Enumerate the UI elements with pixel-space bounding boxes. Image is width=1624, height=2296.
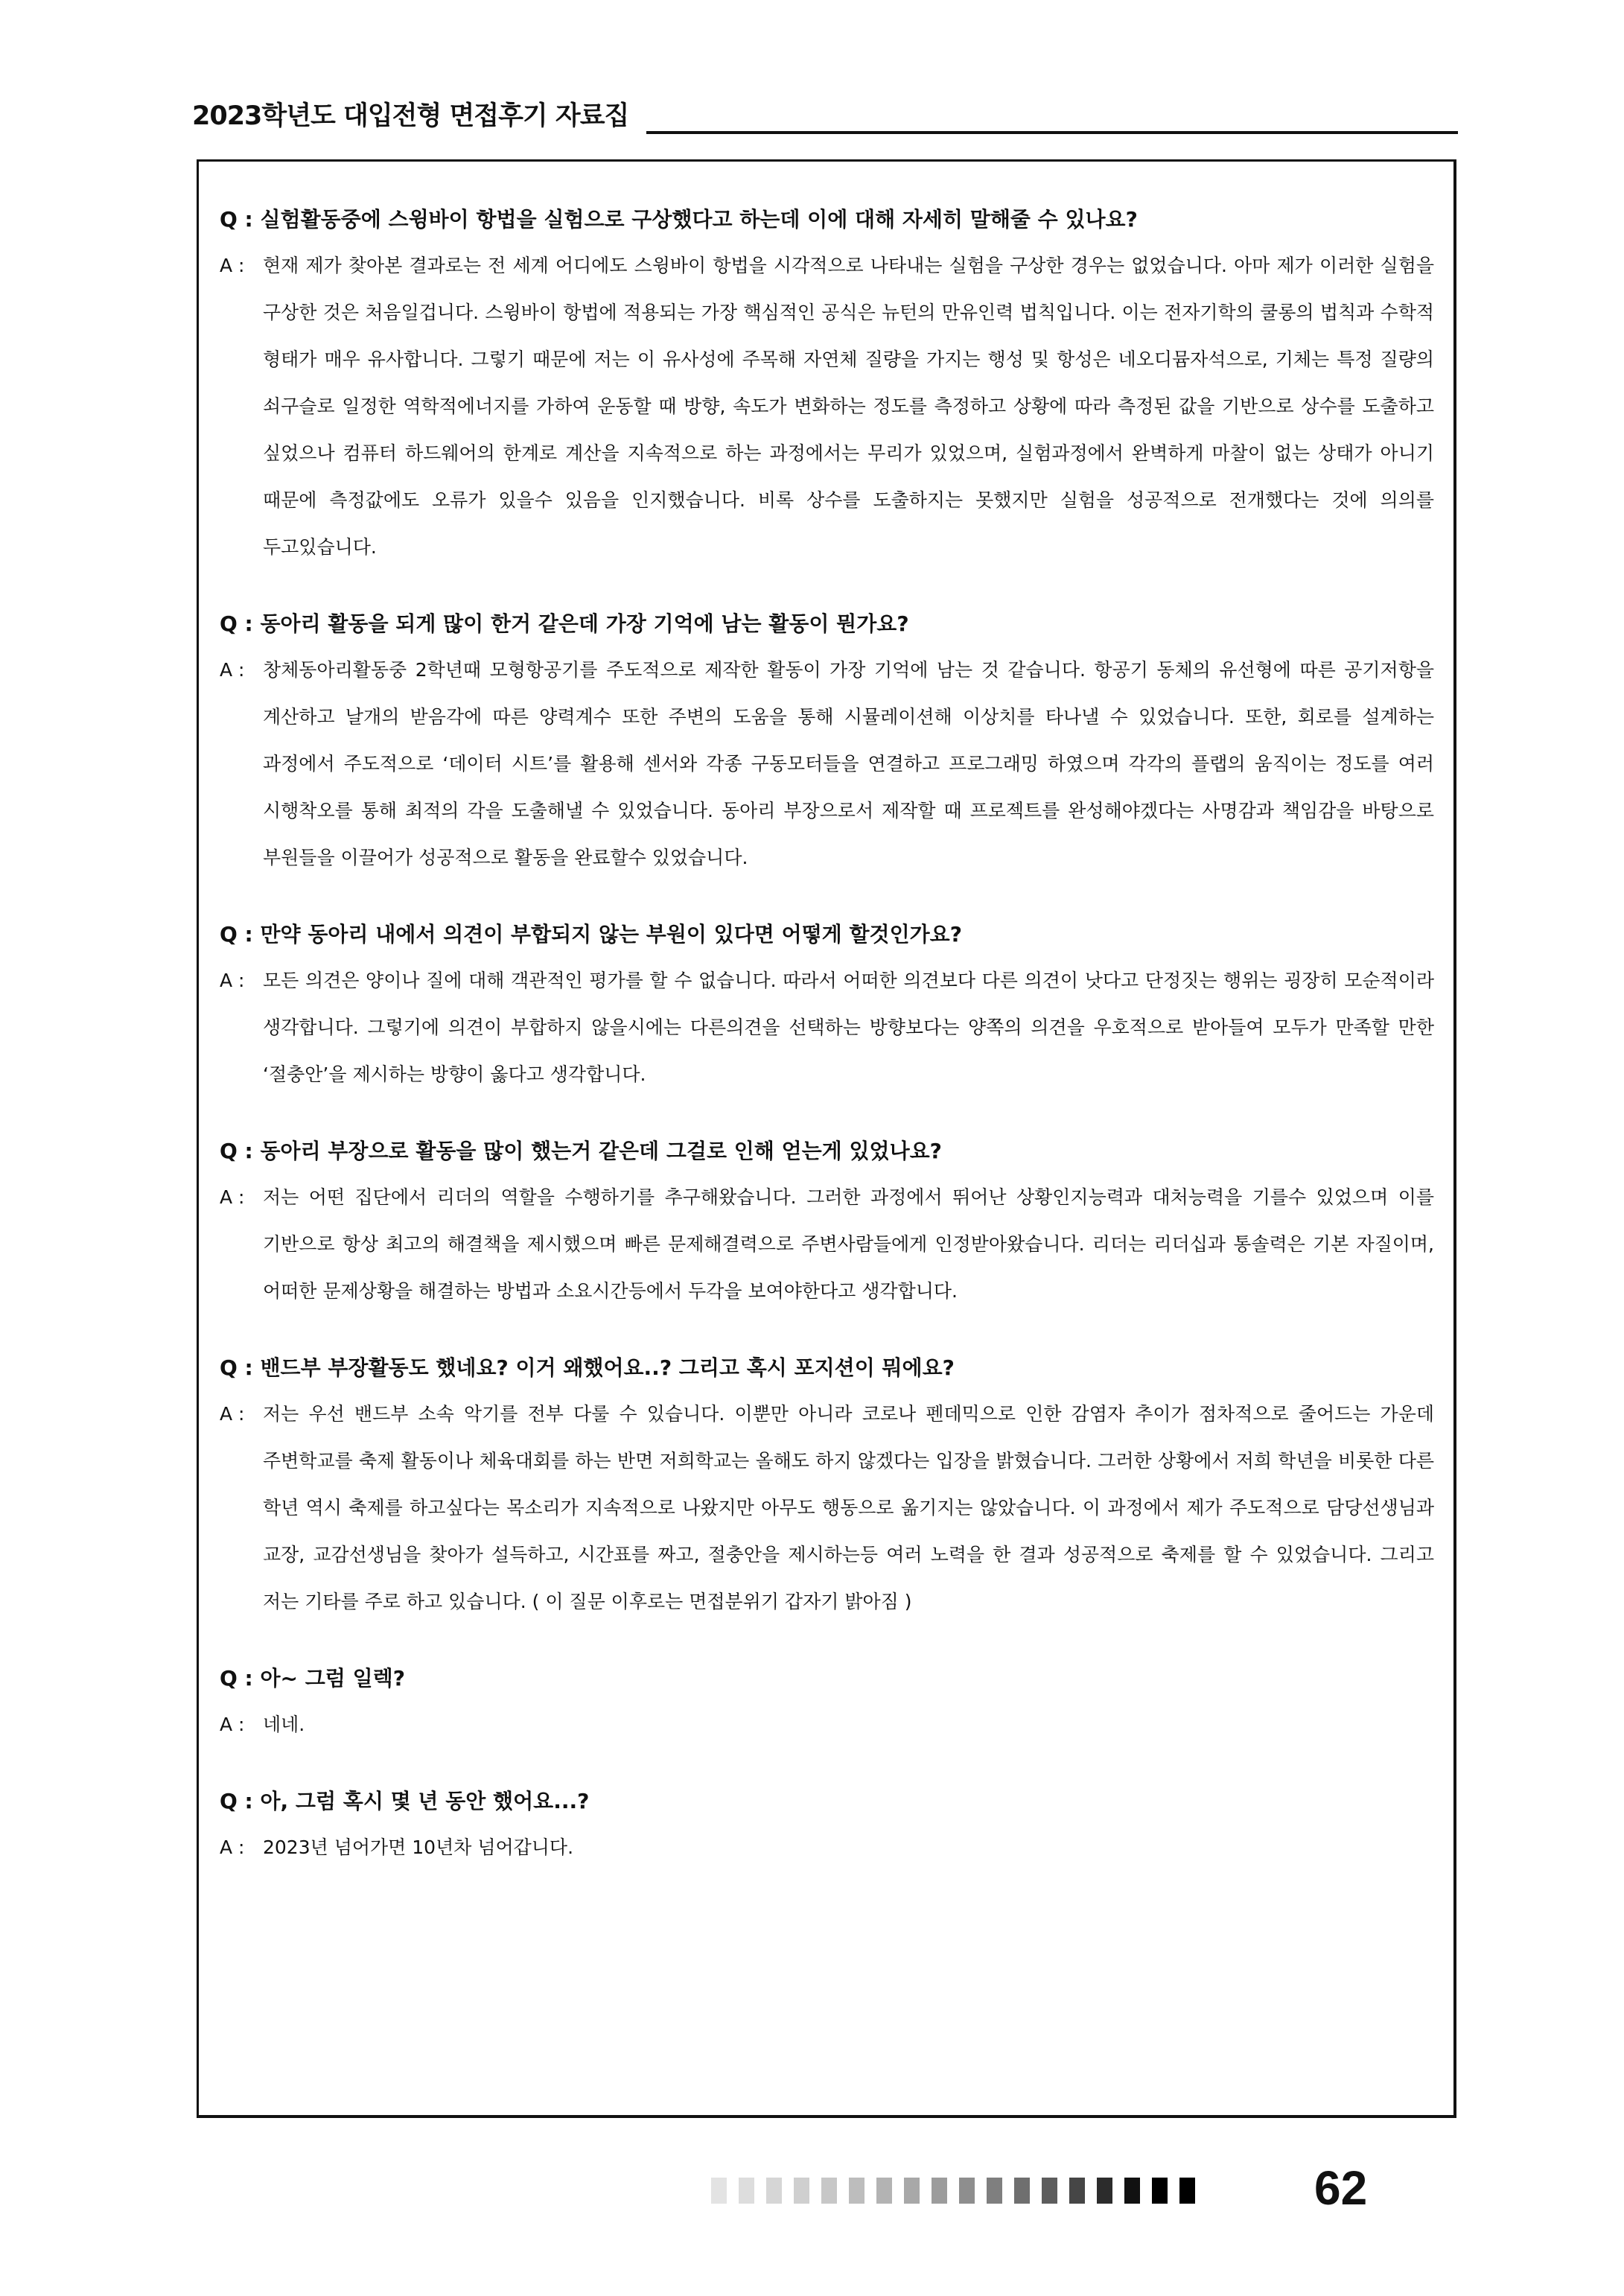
answer (220, 1701, 1434, 1748)
footer-block (1014, 2178, 1030, 2204)
answer (220, 1390, 1434, 1625)
footer-block (794, 2178, 809, 2204)
qa-item (220, 1664, 1434, 1748)
footer-block (1152, 2178, 1168, 2204)
footer-block (1097, 2178, 1112, 2204)
header-rule (646, 131, 1458, 134)
answer-prefix: A : (220, 1714, 245, 1735)
question: Q : 동아리 부장으로 활동을 많이 했는거 같은데 그걸로 인해 얻는게 있었나요? (220, 1139, 942, 1163)
answer (220, 1824, 1434, 1871)
footer-block (821, 2178, 837, 2204)
answer-text: 창체동아리활동중 2학년때 모형항공기를 주도적으로 제작한 활동이 가장 기억에 남는 것 같습니다. 항공기 동체의 유선형에 따른 공기저항을 계산하고 날개의 받음각에 따른 양력계수 또한 주변의 도움을 통해 시뮬레이션해 이상치를 타나낼 수 있었습니다. 또한, 회로를 설계하는 과정에서 주도적으로 ‘데이터 시트’를 활용해 센서와 각종 구동모터들을 연결하고 프로그래밍 하였으며 각각의 플랩의 움직이는 정도를 여러 시행착오를 통해 최적의 각을 도출해낼 수 있었습니다. 동아리 부장으로서 제작할 때 프로젝트를 완성해야겠다는 사명감과 책임감을 바탕으로 부원들을 이끌어가 성공적으로 활동을 완료할수 있었습니다. (263, 659, 1434, 868)
content-box (197, 159, 1456, 2118)
footer-block (959, 2178, 975, 2204)
question: Q : 아, 그럼 혹시 몇 년 동안 했어요...? (220, 1789, 590, 1813)
answer (220, 242, 1434, 570)
answer-text: 2023년 넘어가면 10년차 넘어갑니다. (263, 1837, 574, 1858)
page-header (192, 98, 1458, 137)
footer-block (1042, 2178, 1057, 2204)
header-title: 2023학년도 대입전형 면접후기 자료집 (192, 101, 629, 131)
answer-prefix: A : (220, 255, 245, 276)
question: Q : 동아리 활동을 되게 많이 한거 같은데 가장 기억에 남는 활동이 뭔가요? (220, 611, 909, 636)
qa-item (220, 1136, 1434, 1314)
answer-text: 저는 어떤 집단에서 리더의 역할을 수행하기를 추구해왔습니다. 그러한 과정에서 뛰어난 상황인지능력과 대처능력을 기를수 있었으며 이를 기반으로 항상 최고의 해결책을 제시했으며 빠른 문제해결력으로 주변사람들에게 인정받아왔습니다. 리더는 리더십과 통솔력은 기본 자질이며, 어떠한 문제상황을 해결하는 방법과 소요시간등에서 두각을 보여야한다고 생각합니다. (263, 1186, 1434, 1302)
page-footer (711, 2161, 1456, 2215)
answer-text: 모든 의견은 양이나 질에 대해 객관적인 평가를 할 수 없습니다. 따라서 어떠한 의견보다 다른 의견이 낫다고 단정짓는 행위는 굉장히 모순적이라 생각합니다. 그렇기에 의견이 부합하지 않을시에는 다른의견을 선택하는 방향보다는 양쪽의 의견을 우호적으로 받아들여 모두가 만족할 만한 ‘절충안’을 제시하는 방향이 옳다고 생각합니다. (263, 970, 1434, 1085)
footer-block (1124, 2178, 1140, 2204)
qa-item (220, 920, 1434, 1098)
footer-block (711, 2178, 727, 2204)
footer-block (766, 2178, 782, 2204)
footer-block (1069, 2178, 1085, 2204)
answer-text: 현재 제가 찾아본 결과로는 전 세계 어디에도 스윙바이 항법을 시각적으로 나타내는 실험을 구상한 경우는 없었습니다. 아마 제가 이러한 실험을 구상한 것은 처음일겁니다. 스윙바이 항법에 적용되는 가장 핵심적인 공식은 뉴턴의 만유인력 법칙입니다. 이는 전자기학의 쿨롱의 법칙과 수학적 형태가 매우 유사합니다. 그렇기 때문에 저는 이 유사성에 주목해 자연체 질량을 가지는 행성 및 항성은 네오디뮴자석으로, 기체는 특정 질량의 쇠구슬로 일정한 역학적에너지를 가하여 운동할 때 방향, 속도가 변화하는 정도를 측정하고 상황에 따라 측정된 값을 기반으로 상수를 도출하고 싶었으나 컴퓨터 하드웨어의 한계로 계산을 지속적으로 하는 과정에서는 무리가 있었으며, 실험과정에서 완벽하게 마찰이 없는 상태가 아니기 때문에 측정값에도 오류가 있을수 있음을 인지했습니다. 비록 상수를 도출하지는 못했지만 실험을 성공적으로 전개했다는 것에 의의를 두고있습니다. (263, 255, 1434, 558)
answer (220, 957, 1434, 1098)
qa-item (220, 609, 1434, 881)
question: Q : 실험활동중에 스윙바이 항법을 실험으로 구상했다고 하는데 이에 대해 자세히 말해줄 수 있나요? (220, 207, 1138, 232)
answer-prefix: A : (220, 659, 245, 681)
answer-prefix: A : (220, 1837, 245, 1858)
qa-item (220, 1353, 1434, 1625)
footer-block (904, 2178, 920, 2204)
footer-block-bar (711, 2178, 1195, 2204)
footer-block (739, 2178, 754, 2204)
answer (220, 1174, 1434, 1314)
answer (220, 646, 1434, 881)
answer-text: 저는 우선 밴드부 소속 악기를 전부 다룰 수 있습니다. 이뿐만 아니라 코로나 펜데믹으로 인한 감염자 추이가 점차적으로 줄어드는 가운데 주변학교를 축제 활동이나 체육대회를 하는 반면 저희학교는 올해도 하지 않겠다는 입장을 밝혔습니다. 그러한 상황에서 저희 학년을 비롯한 다른 학년 역시 축제를 하고싶다는 목소리가 지속적으로 나왔지만 아무도 행동으로 옮기지는 않았습니다. 이 과정에서 제가 주도적으로 담당선생님과 교장, 교감선생님을 찾아가 설득하고, 시간표를 짜고, 절충안을 제시하는등 여러 노력을 한 결과 성공적으로 축제를 할 수 있었습니다. 그리고 저는 기타를 주로 하고 있습니다. ( 이 질문 이후로는 면접분위기 갑자기 밝아짐 ) (263, 1403, 1434, 1612)
footer-block (932, 2178, 947, 2204)
question: Q : 밴드부 부장활동도 했네요? 이거 왜했어요..? 그리고 혹시 포지션이 뭐에요? (220, 1355, 955, 1380)
qa-list (220, 205, 1434, 1871)
answer-text: 네네. (263, 1714, 305, 1735)
qa-item (220, 1787, 1434, 1871)
answer-prefix: A : (220, 970, 245, 991)
qa-item (220, 205, 1434, 570)
footer-block (876, 2178, 892, 2204)
footer-block (849, 2178, 864, 2204)
footer-block (1179, 2178, 1195, 2204)
question: Q : 만약 동아리 내에서 의견이 부합되지 않는 부원이 있다면 어떻게 할것인가요? (220, 922, 962, 947)
question: Q : 아~ 그럼 일렉? (220, 1666, 405, 1691)
footer-block (987, 2178, 1002, 2204)
page-number: 62 (1314, 2161, 1368, 2215)
answer-prefix: A : (220, 1186, 245, 1208)
answer-prefix: A : (220, 1403, 245, 1425)
